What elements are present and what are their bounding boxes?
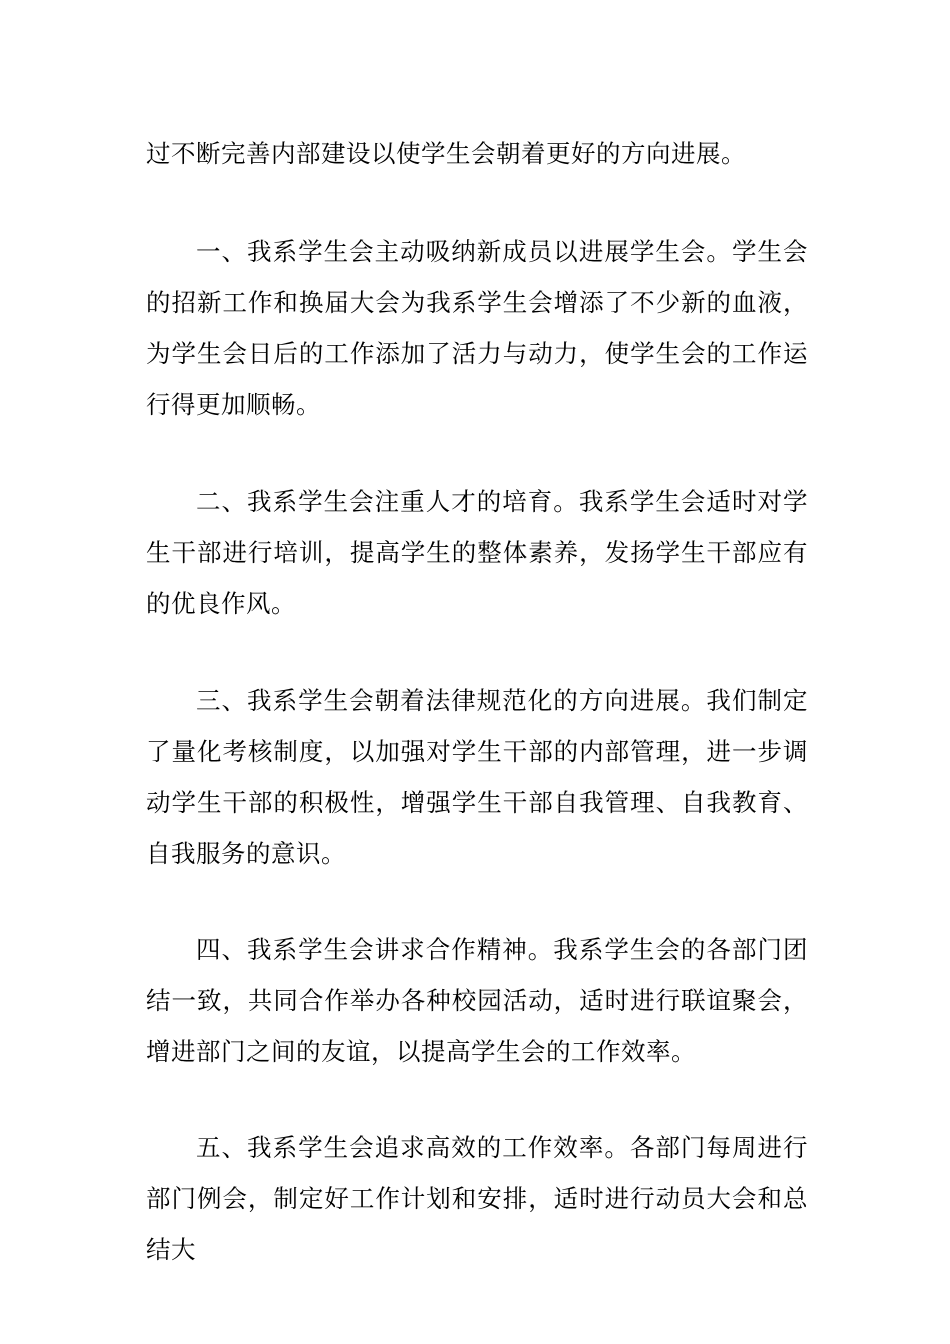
paragraph-point-five: 五、我系学生会追求高效的工作效率。各部门每周进行部门例会，制定好工作计划和安排，适时进行动员大会和总结大	[146, 1133, 808, 1264]
paragraph-continuation: 过不断完善内部建设以使学生会朝着更好的方向进展。	[146, 139, 746, 168]
paragraph-point-two: 二、我系学生会注重人才的培育。我系学生会适时对学生干部进行培训，提高学生的整体素养，发扬学生干部应有的优良作风。	[146, 487, 808, 618]
paragraph-point-one: 一、我系学生会主动吸纳新成员以进展学生会。学生会的招新工作和换届大会为我系学生会增添了不少新的血液，为学生会日后的工作添加了活力与动力，使学生会的工作运行得更加顺畅。	[146, 237, 808, 419]
paragraph-point-four: 四、我系学生会讲求合作精神。我系学生会的各部门团结一致，共同合作举办各种校园活动，适时进行联谊聚会，增进部门之间的友谊，以提高学生会的工作效率。	[146, 935, 808, 1066]
paragraph-point-three: 三、我系学生会朝着法律规范化的方向进展。我们制定了量化考核制度，以加强对学生干部的内部管理，进一步调动学生干部的积极性，增强学生干部自我管理、自我教育、自我服务的意识。	[146, 686, 808, 868]
